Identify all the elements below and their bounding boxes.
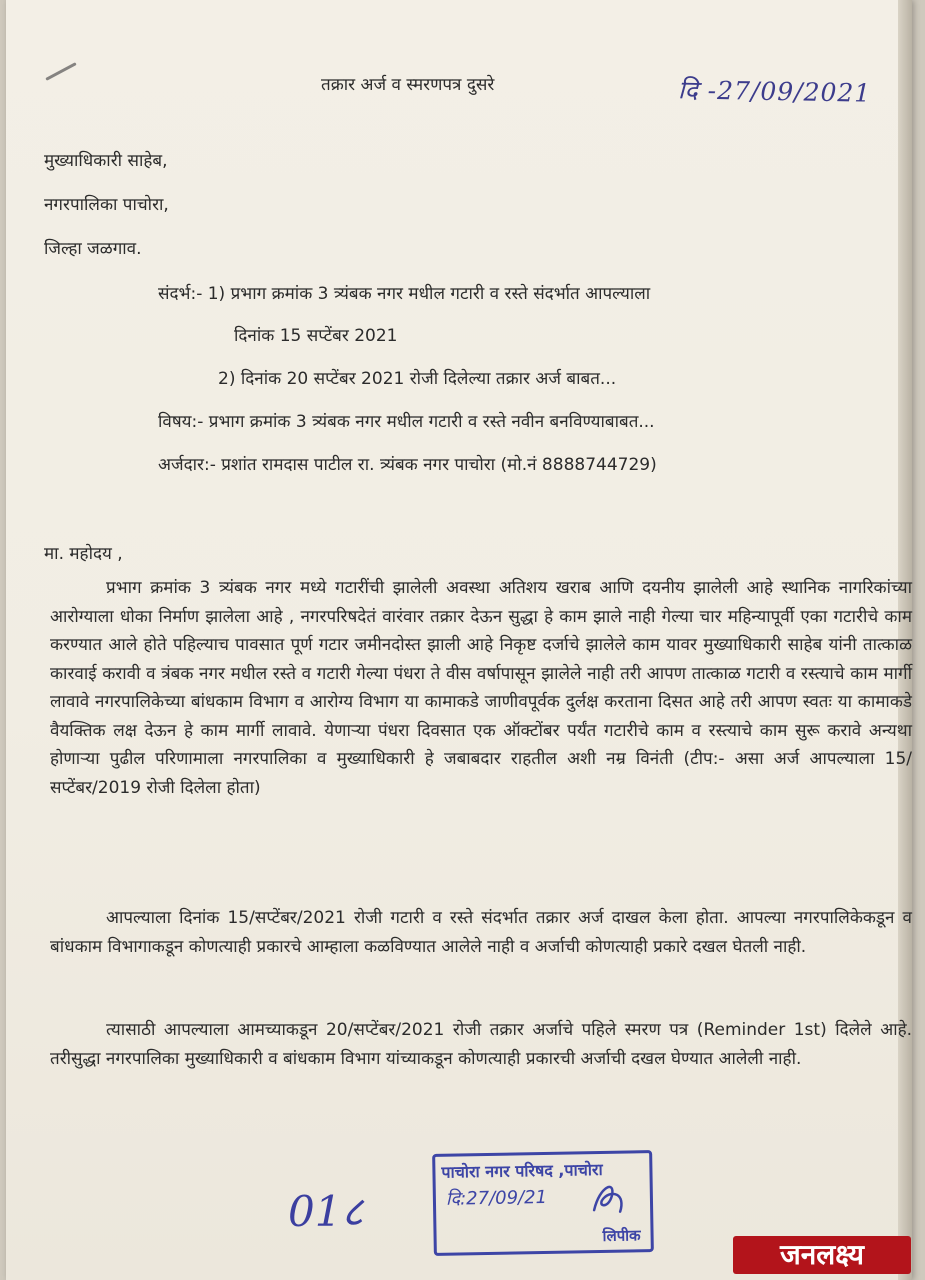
salutation: मा. महोदय , bbox=[44, 544, 123, 564]
body-paragraph-1 bbox=[50, 574, 912, 802]
reference-line-3: 2) दिनांक 20 सप्टेंबर 2021 रोजी दिलेल्या तक्रार अर्ज बाबत... bbox=[218, 369, 617, 389]
office-stamp bbox=[432, 1150, 654, 1256]
reference-line-1: संदर्भ:- 1) प्रभाग क्रमांक 3 त्र्यंबक नगर मधील गटारी व रस्ते संदर्भात आपल्याला bbox=[158, 284, 651, 304]
body-paragraph-2 bbox=[50, 904, 912, 961]
channel-watermark: जनलक्ष्य bbox=[733, 1236, 911, 1274]
addressee-line-2: नगरपालिका पाचोरा, bbox=[44, 195, 169, 215]
addressee-line-1: मुख्याधिकारी साहेब, bbox=[44, 151, 168, 171]
letter-title: तक्रार अर्ज व स्मरणपत्र दुसरे bbox=[321, 75, 495, 95]
paragraph-text: प्रभाग क्रमांक 3 त्र्यंबक नगर मध्ये गटारींची झालेली अवस्था अतिशय खराब आणि दयनीय झालेली आहे स्थानिक नागरिकांच्या आरोग्याला धोका निर्माण झालेला आहे , नगरपरिषदेतं वारंवार तक्रार देऊन सुद्धा हे काम झाले नाही गेल्या चार महिन्यापूर्वी एका गटारीचे काम करण्यात आले होते पहिल्याच पावसात पूर्ण गटार जमीनदोस्त झाली आहे निकृष्ट दर्जाचे झालेले काम यावर मुख्याधिकारी साहेब यांनी तात्काळ कारवाई करावी व त्रंबक नगर मधील रस्ते व गटारी गेल्या पंधरा ते वीस वर्षापासून झालेले नाही तरी आपण तात्काळ गटारी व रस्त्याचे काम मार्गी लावावे नगरपालिकेच्या बांधकाम विभाग व आरोग्य विभाग या कामाकडे जाणीवपूर्वक दुर्लक्ष करताना दिसत आहे तरी आपण स्वतः या कामाकडे वैयक्तिक लक्ष देऊन हे काम मार्गी लावावे. येणाऱ्या पंधरा दिवसात एक ऑक्टोंबर पर्यंत गटारीचे काम व रस्त्याचे काम सुरू करावे अन्यथा होणाऱ्या पुढील परिणामाला नगरपालिका व मुख्याधिकारी हे जबाबदार राहतील अशी नम्र विनंती (टीप:- असा अर्ज आपल्याला 15/सप्टेंबर/2019 रोजी दिलेला होता) bbox=[50, 578, 912, 798]
subject-line: विषय:- प्रभाग क्रमांक 3 त्र्यंबक नगर मधील गटारी व रस्ते नवीन बनविण्याबाबत... bbox=[158, 412, 655, 432]
handwritten-initials: 01८ bbox=[288, 1187, 364, 1236]
stamp-clerk-label: लिपीक bbox=[602, 1226, 641, 1245]
handwritten-date: दि -27/09/2021 bbox=[677, 75, 872, 108]
reference-line-2: दिनांक 15 सप्टेंबर 2021 bbox=[234, 326, 398, 346]
stamp-date: दि:27/09/21 bbox=[445, 1186, 548, 1210]
paragraph-text: आपल्याला दिनांक 15/सप्टेंबर/2021 रोजी गटारी व रस्ते संदर्भात तक्रार अर्ज दाखल केला होता. आपल्या नगरपालिकेकडून व बांधकाम विभागाकडून कोणत्याही प्रकारचे आम्हाला कळविण्यात आलेले नाही व अर्जाची कोणत्याही प्रकारे दखल घेतली नाही. bbox=[50, 908, 912, 957]
pen-mark bbox=[45, 62, 76, 81]
stamp-office-name: पाचोरा नगर परिषद ,पाचोरा bbox=[441, 1159, 603, 1182]
body-paragraph-3 bbox=[50, 1016, 912, 1073]
addressee-line-3: जिल्हा जळगाव. bbox=[44, 239, 142, 259]
letter-paper bbox=[6, 0, 912, 1280]
applicant-line: अर्जदार:- प्रशांत रामदास पाटील रा. त्र्यंबक नगर पाचोरा (मो.नं 8888744729) bbox=[158, 455, 657, 475]
paragraph-text: त्यासाठी आपल्याला आमच्याकडून 20/सप्टेंबर/2021 रोजी तक्रार अर्जाचे पहिले स्मरण पत्र (Reminder 1st) दिलेले आहे. तरीसुद्धा नगरपालिका मुख्याधिकारी व बांधकाम विभाग यांच्याकडून कोणत्याही प्रकारची अर्जाची दखल घेण्यात आलेली नाही. bbox=[50, 1020, 912, 1069]
stamp-signature-icon bbox=[586, 1175, 633, 1222]
